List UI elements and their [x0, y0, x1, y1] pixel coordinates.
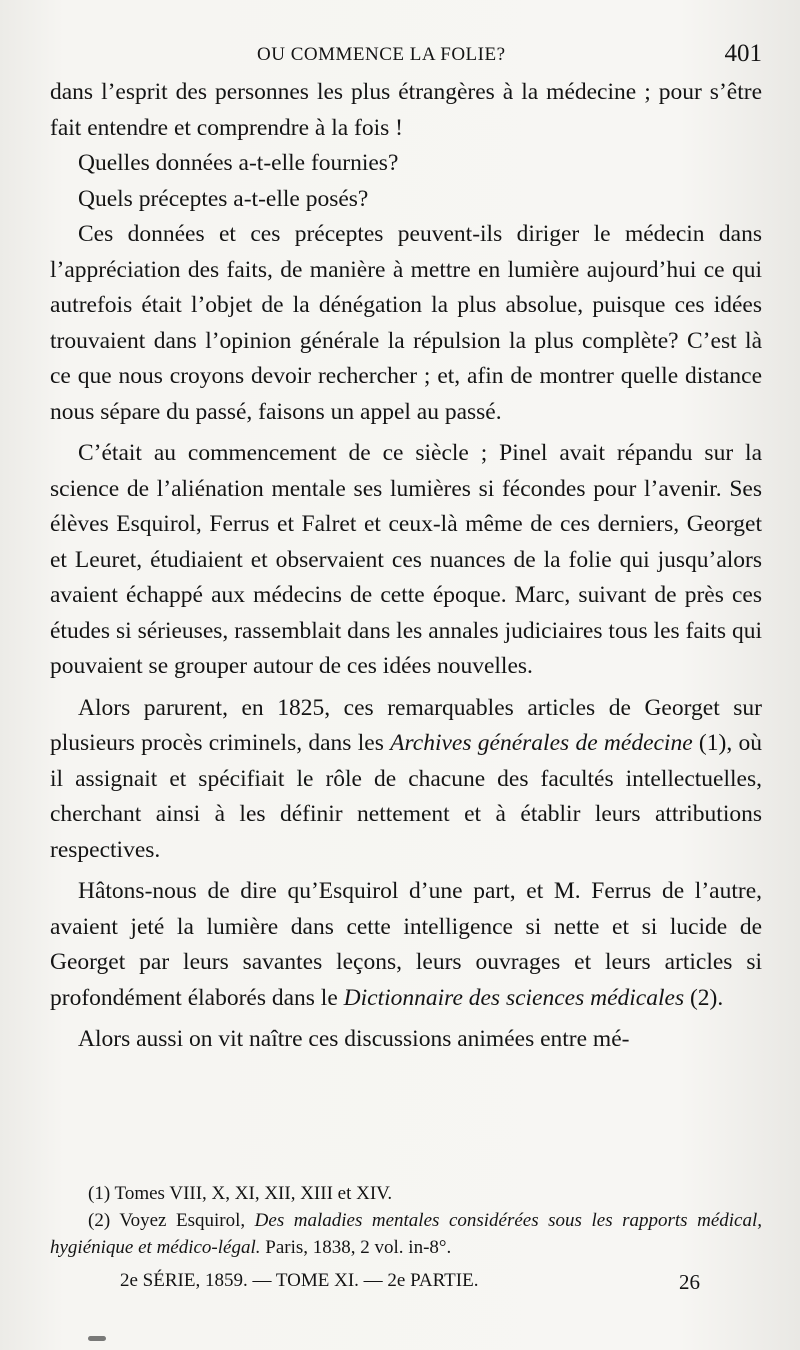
body-text [50, 75, 762, 1058]
paragraph-4-text-b: (2). [684, 984, 724, 1011]
page-header [52, 40, 762, 74]
paragraph-question-1: Quelles données a-t-elle fournies? [78, 150, 399, 176]
paragraph-3-italic: Archives générales de médecine [390, 730, 693, 756]
paragraph-4 [50, 874, 762, 1016]
printer-signature [120, 1270, 700, 1300]
footnote-2-text-b: Paris, 1838, 2 vol. in-8°. [260, 1237, 452, 1258]
ink-speck [88, 1336, 106, 1341]
series-line: 2e SÉRIE, 1859. — TOME XI. — 2e PARTIE. [120, 1270, 479, 1291]
paragraph-continuation: dans l’esprit des personnes les plus étrangères à la médecine ; pour s’être fait entendre et comprendre à la fois ! [50, 79, 762, 141]
paragraph-4-italic: Dictionnaire des sciences médicales [343, 984, 685, 1011]
footnote-2-text-a: (2) Voyez Esquirol, [88, 1210, 255, 1231]
footnote-2-italic: Des maladies mentales considérées sous les rapports médical, hygiénique et médico-légal. [50, 1210, 762, 1258]
paragraph-3-text-b: (1), où il assignait et spécifiait le rôle de chacune des facultés intellectuelles, cherchant ainsi à les définir nettement et à établir leurs attributions respectives. [50, 730, 762, 863]
sheet-number: 26 [679, 1270, 700, 1294]
paragraph-4-text-a: Hâtons-nous de dire qu’Esquirol d’une part, et M. Ferrus de l’autre, avaient jeté la lumière dans cette intelligence si nette et si lucide de Georget par leurs savantes leçons, leurs ouvrages et leurs articles si profondément élaborés dans le [50, 878, 762, 1011]
footnote-1: (1) Tomes VIII, X, XI, XII, XIII et XIV. [88, 1183, 393, 1204]
footnotes [50, 1180, 762, 1261]
paragraph-5: Alors aussi on vit naître ces discussions animées entre mé- [78, 1026, 630, 1052]
paragraph-3-text-a: Alors parurent, en 1825, ces remarquables articles de Georget sur plusieurs procès criminels, dans les [50, 694, 762, 756]
running-title: OU COMMENCE LA FOLIE? [257, 44, 506, 65]
paragraph-3 [50, 691, 762, 869]
paragraph-1: Ces données et ces préceptes peuvent-ils diriger le médecin dans l’appréciation des faits, de manière à mettre en lumière aujourd’hui ce qui autrefois était l’objet de la dénégation la plus absolue, puisque ces idées trouvaient dans l’opinion générale la répulsion la plus complète? C’est là ce que nous croyons devoir rechercher ; et, afin de montrer quelle distance nous sépare du passé, faisons un appel au passé. [50, 221, 762, 425]
page-number: 401 [724, 40, 762, 67]
paragraph-2: C’était au commencement de ce siècle ; Pinel avait répandu sur la science de l’aliénation mentale ses lumières si fécondes pour l’avenir. Ses élèves Esquirol, Ferrus et Falret et ceux-là même de ces derniers, Georget et Leuret, étudiaient et observaient ces nuances de la folie qui jusqu’alors avaient échappé aux médecins de cette époque. Marc, suivant de près ces études si sérieuses, rassemblait dans les annales judiciaires tous les faits qui pouvaient se grouper autour de ces idées nouvelles. [50, 440, 762, 679]
paragraph-question-2: Quels préceptes a-t-elle posés? [78, 185, 369, 212]
footnote-2 [50, 1207, 762, 1261]
